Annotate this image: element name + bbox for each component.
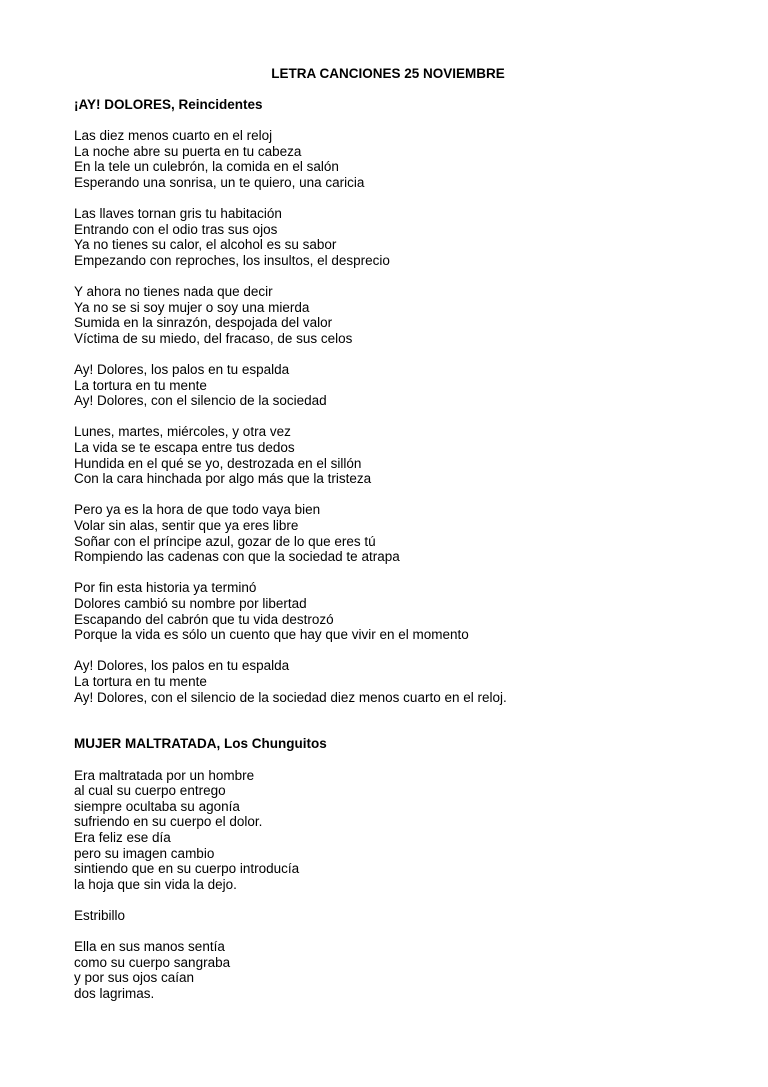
lyric-line: Ya no se si soy mujer o soy una mierda	[74, 299, 310, 315]
lyric-line: La tortura en tu mente	[74, 673, 207, 689]
lyric-line: Soñar con el príncipe azul, gozar de lo que eres tú	[74, 533, 376, 549]
lyric-line: La vida se te escapa entre tus dedos	[74, 440, 295, 456]
lyric-line: siempre ocultaba su agonía	[74, 798, 240, 814]
lyric-line: Esperando una sonrisa, un te quiero, una caricia	[74, 174, 365, 190]
chorus-stanza	[74, 658, 714, 705]
lyric-line: dos lagrimas.	[74, 985, 155, 1001]
song-heading: MUJER MALTRATADA, Los Chunguitos	[74, 736, 327, 752]
lyric-line: y por sus ojos caían	[74, 970, 195, 986]
lyric-line: Y ahora no tienes nada que decir	[74, 284, 273, 300]
lyric-line: En la tele un culebrón, la comida en el salón	[74, 159, 339, 175]
lyric-line: Con la cara hinchada por algo más que la tristeza	[74, 471, 372, 487]
lyric-line: sufriendo en su cuerpo el dolor.	[74, 814, 263, 830]
lyric-line: Dolores cambió su nombre por libertad	[74, 596, 307, 611]
lyric-line: Pero ya es la hora de que todo vaya bien	[74, 502, 321, 518]
stanza	[74, 502, 714, 564]
lyric-line: Lunes, martes, miércoles, y otra vez	[74, 424, 291, 440]
lyric-line: al cual su cuerpo entrego	[74, 783, 226, 799]
song-heading: ¡AY! DOLORES, Reincidentes	[74, 97, 263, 112]
document-title: LETRA CANCIONES 25 NOVIEMBRE	[271, 66, 505, 81]
stanza	[74, 424, 714, 486]
lyric-line: Víctima de su miedo, del fracaso, de sus celos	[74, 330, 353, 346]
lyric-line: Empezando con reproches, los insultos, el desprecio	[74, 252, 390, 268]
document-body	[74, 97, 714, 1001]
lyric-line: Ya no tienes su calor, el alcohol es su sabor	[74, 237, 337, 253]
lyric-line: la hoja que sin vida la dejo.	[74, 876, 237, 892]
lyric-line: Era maltratada por un hombre	[74, 767, 255, 783]
lyric-line: La noche abre su puerta en tu cabeza	[74, 143, 302, 159]
stanza	[74, 284, 714, 346]
lyric-line: Rompiendo las cadenas con que la sociedad te atrapa	[74, 549, 400, 565]
stanza	[74, 206, 714, 268]
lyric-line: pero su imagen cambio	[74, 845, 215, 861]
lyric-line: Hundida en el qué se yo, destrozada en el sillón	[74, 455, 362, 471]
lyric-line: Ay! Dolores, los palos en tu espalda	[74, 658, 290, 674]
lyric-line: Las llaves tornan gris tu habitación	[74, 206, 282, 222]
song-ay-dolores	[74, 97, 714, 705]
lyric-line: Entrando con el odio tras sus ojos	[74, 221, 278, 237]
lyric-line: Ay! Dolores, con el silencio de la sociedad	[74, 393, 327, 409]
lyric-line: Las diez menos cuarto en el reloj	[74, 128, 273, 144]
lyric-line: Ay! Dolores, los palos en tu espalda	[74, 362, 290, 378]
lyric-line: sintiendo que en su cuerpo introducía	[74, 861, 300, 877]
lyric-line: Por fin esta historia ya terminó	[74, 580, 257, 596]
lyric-line: Ay! Dolores, con el silencio de la sociedad diez menos cuarto en el reloj.	[74, 689, 507, 705]
lyric-line: Porque la vida es sólo un cuento que hay que vivir en el momento	[74, 627, 469, 643]
lyric-line: Ella en sus manos sentía	[74, 939, 225, 955]
lyric-line: La tortura en tu mente	[74, 377, 207, 393]
lyric-line: Volar sin alas, sentir que ya eres libre	[74, 518, 299, 534]
stanza	[74, 768, 714, 893]
lyric-line: como su cuerpo sangraba	[74, 954, 231, 970]
stanza	[74, 128, 714, 190]
lyric-line: Estribillo	[74, 907, 126, 923]
lyric-line: Escapando del cabrón que tu vida destrozó	[74, 611, 334, 627]
song-mujer-maltratada	[74, 736, 714, 1001]
stanza	[74, 939, 714, 1001]
chorus-stanza	[74, 362, 714, 409]
lyric-line: Sumida en la sinrazón, despojada del valor	[74, 315, 333, 331]
stanza	[74, 580, 714, 642]
lyric-line: Era feliz ese día	[74, 829, 171, 845]
chorus-label	[74, 908, 714, 924]
